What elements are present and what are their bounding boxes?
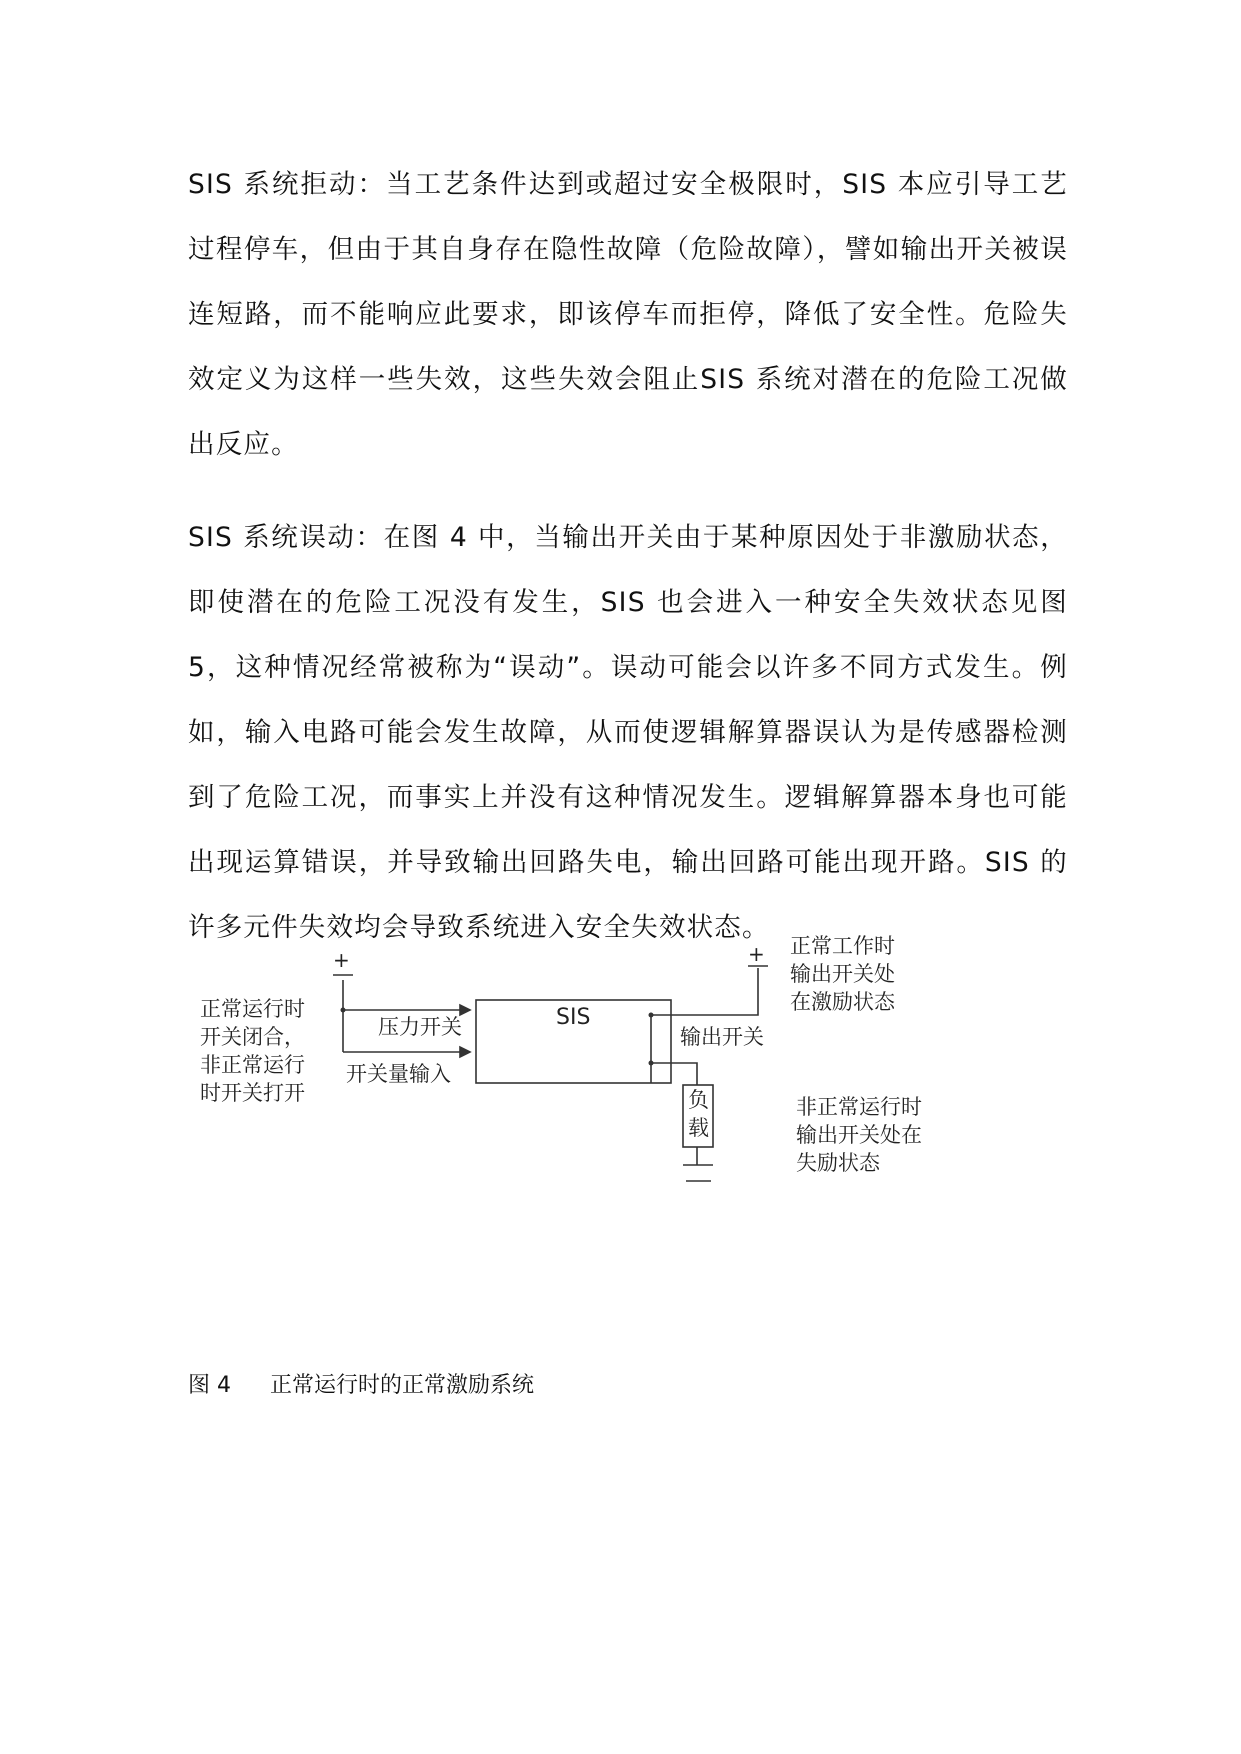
paragraph-spurious-trip: SIS 系统误动：在图 4 中，当输出开关由于某种原因处于非激励状态，即使潜在的危险工况没有发生，SIS 也会进入一种安全失效状态见图 5，这种情况经常被称为“误动”。误动可能会以许多不同方式发生。例如，输入电路可能会发生故障，从而使逻辑解算器误认为是传感器检测到了危险工况，而事实上并没有这种情况发生。逻辑解算器本身也可能出现运算错误，并导致输出回路失电，输出回路可能出现开路。SIS 的许多元件失效均会导致系统进入安全失效状态。 xyxy=(188,522,1068,943)
figure-title: 正常运行时的正常激励系统 xyxy=(270,1373,535,1398)
top-right-note: 正常工作时 输出开关处 在激励状态 xyxy=(790,934,895,1014)
bottom-right-note: 非正常运行时 输出开关处在 失励状态 xyxy=(796,1095,922,1175)
output-switch-label: 输出开关 xyxy=(680,1025,764,1049)
plus-right-terminal: + xyxy=(748,942,765,966)
left-note: 正常运行时 开关闭合， 非正常运行 时开关打开 xyxy=(200,997,305,1105)
load-label: 负 载 xyxy=(688,1088,709,1140)
pressure-switch-label: 压力开关 xyxy=(378,1015,462,1039)
paragraph-refuse-to-trip: SIS 系统拒动：当工艺条件达到或超过安全极限时，SIS 本应引导工艺过程停车，但由于其自身存在隐性故障（危险故障），譬如输出开关被误连短路，而不能响应此要求，即该停车而拒停，降低了安全性。危险失效定义为这样一些失效，这些失效会阻止SIS 系统对潜在的危险工况做出反应。 xyxy=(188,169,1068,460)
figure-number: 图 4 xyxy=(188,1373,231,1398)
sis-box-label: SIS xyxy=(556,1005,591,1030)
figure-caption xyxy=(188,1368,534,1399)
plus-left-terminal: + xyxy=(333,948,350,972)
switch-input-label: 开关量输入 xyxy=(346,1062,451,1086)
